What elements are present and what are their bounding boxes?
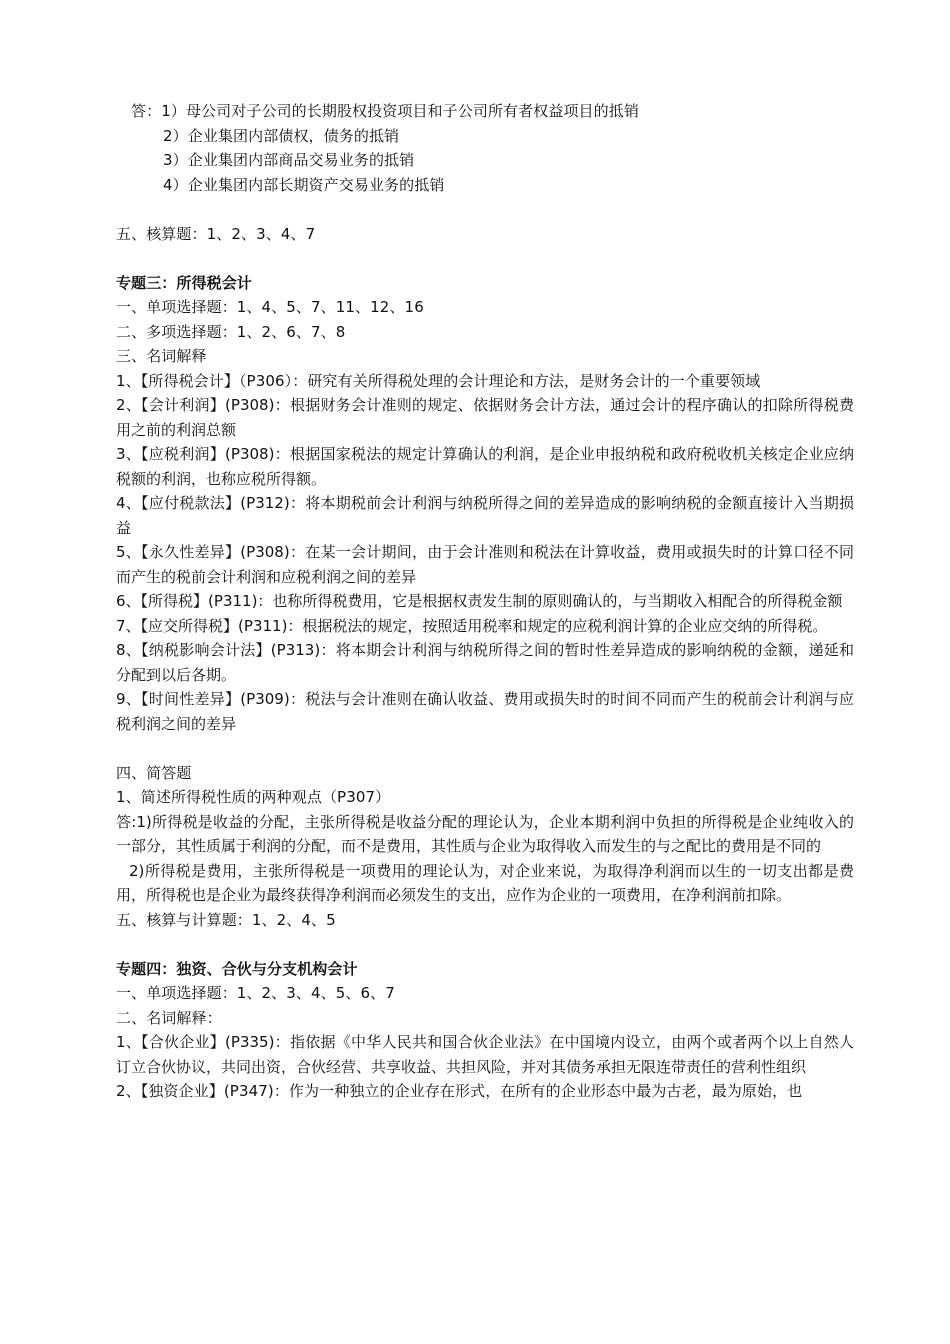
topic3-short-answer-2: 2)所得税是费用，主张所得税是一项费用的理论认为，对企业来说，为取得净利润而以生的一切支出都是费用，所得税也是企业为最终获得净利润而必须发生的支出，应作为企业的一项费用，在净利润前扣除。 bbox=[116, 861, 854, 904]
spacer bbox=[116, 932, 854, 957]
term-item: 9、【时间性差异】(P309)：税法与会计准则在确认收益、费用或损失时的时间不同而产生的税前会计利润与应税利润之间的差异 bbox=[116, 690, 854, 733]
topic3-short-question: 1、简述所得税性质的两种观点（P307） bbox=[116, 788, 391, 806]
topic3-title: 专题三：所得税会计 bbox=[116, 273, 252, 292]
term-item: 4、【应付税款法】(P312)：将本期税前会计利润与纳税所得之间的差异造成的影响纳税的金额直接计入当期损益 bbox=[116, 494, 854, 537]
topic3-short-heading: 四、简答题 bbox=[116, 763, 192, 782]
term-item: 3、【应税利润】(P308)：根据国家税法的规定计算确认的利润，是企业申报纳税和政府税收机关核定企业应纳税额的利润，也称应税所得额。 bbox=[116, 445, 854, 488]
topic3-multi-choice: 二、多项选择题：1、2、6、7、8 bbox=[116, 322, 346, 341]
document-body bbox=[116, 99, 854, 1104]
term-item: 8、【纳税影响会计法】(P313)：将本期会计利润与纳税所得之间的暂时性差异造成的影响纳税的金额，递延和分配到以后各期。 bbox=[116, 641, 854, 684]
term-item: 2、【会计利润】(P308)：根据财务会计准则的规定、依据财务会计方法，通过会计的程序确认的扣除所得税费用之前的利润总额 bbox=[116, 396, 854, 439]
term-item: 5、【永久性差异】(P308)：在某一会计期间，由于会计准则和税法在计算收益，费用或损失时的计算口径不同而产生的税前会计利润和应税利润之间的差异 bbox=[116, 543, 854, 586]
topic3-short-answer-1: 答:1)所得税是收益的分配，主张所得税是收益分配的理论认为，企业本期利润中负担的所得税是企业纯收入的一部分，其性质属于利润的分配，而不是费用，其性质与企业为取得收入而发生的与之配比的费用是不同的 bbox=[116, 812, 854, 855]
topic4-terms-heading: 二、名词解释： bbox=[116, 1008, 222, 1027]
topic3-terms-heading: 三、名词解释 bbox=[116, 347, 207, 365]
answer-line-2: 2）企业集团内部债权，债务的抵销 bbox=[163, 126, 400, 145]
spacer bbox=[116, 197, 854, 222]
topic4-title: 专题四：独资、合伙与分支机构会计 bbox=[116, 959, 358, 978]
topic3-single-choice: 一、单项选择题：1、4、5、7、11、12、16 bbox=[116, 298, 424, 316]
spacer bbox=[116, 246, 854, 271]
calc-questions: 五、核算题：1、2、3、4、7 bbox=[116, 224, 316, 243]
topic4-single-choice: 一、单项选择题：1、2、3、4、5、6、7 bbox=[116, 984, 395, 1002]
term-item: 7、【应交所得税】(P311)：根据税法的规定，按照适用税率和规定的应税利润计算的企业应交纳的所得税。 bbox=[116, 616, 828, 635]
spacer bbox=[116, 736, 854, 761]
answer-line-3: 3）企业集团内部商品交易业务的抵销 bbox=[163, 151, 415, 169]
topic3-calc: 五、核算与计算题：1、2、4、5 bbox=[116, 910, 336, 929]
term-item: 1、【合伙企业】(P335)：指依据《中华人民共和国合伙企业法》在中国境内设立，由两个或者两个以上自然人订立合伙协议，共同出资，合伙经营、共享收益、共担风险，并对其债务承担无限连带责任的营利性组织 bbox=[116, 1033, 854, 1076]
term-item: 2、【独资企业】(P347)：作为一种独立的企业存在形式，在所有的企业形态中最为古老，最为原始，也 bbox=[116, 1082, 803, 1100]
answer-line-4: 4）企业集团内部长期资产交易业务的抵销 bbox=[163, 175, 445, 194]
term-item: 6、【所得税】(P311)：也称所得税费用，它是根据权责发生制的原则确认的，与当期收入相配合的所得税金额 bbox=[116, 592, 843, 610]
term-item: 1、【所得税会计】（P306）：研究有关所得税处理的会计理论和方法，是财务会计的一个重要领域 bbox=[116, 371, 761, 390]
answer-line-1: 答：1）母公司对子公司的长期股权投资项目和子公司所有者权益项目的抵销 bbox=[131, 102, 639, 120]
